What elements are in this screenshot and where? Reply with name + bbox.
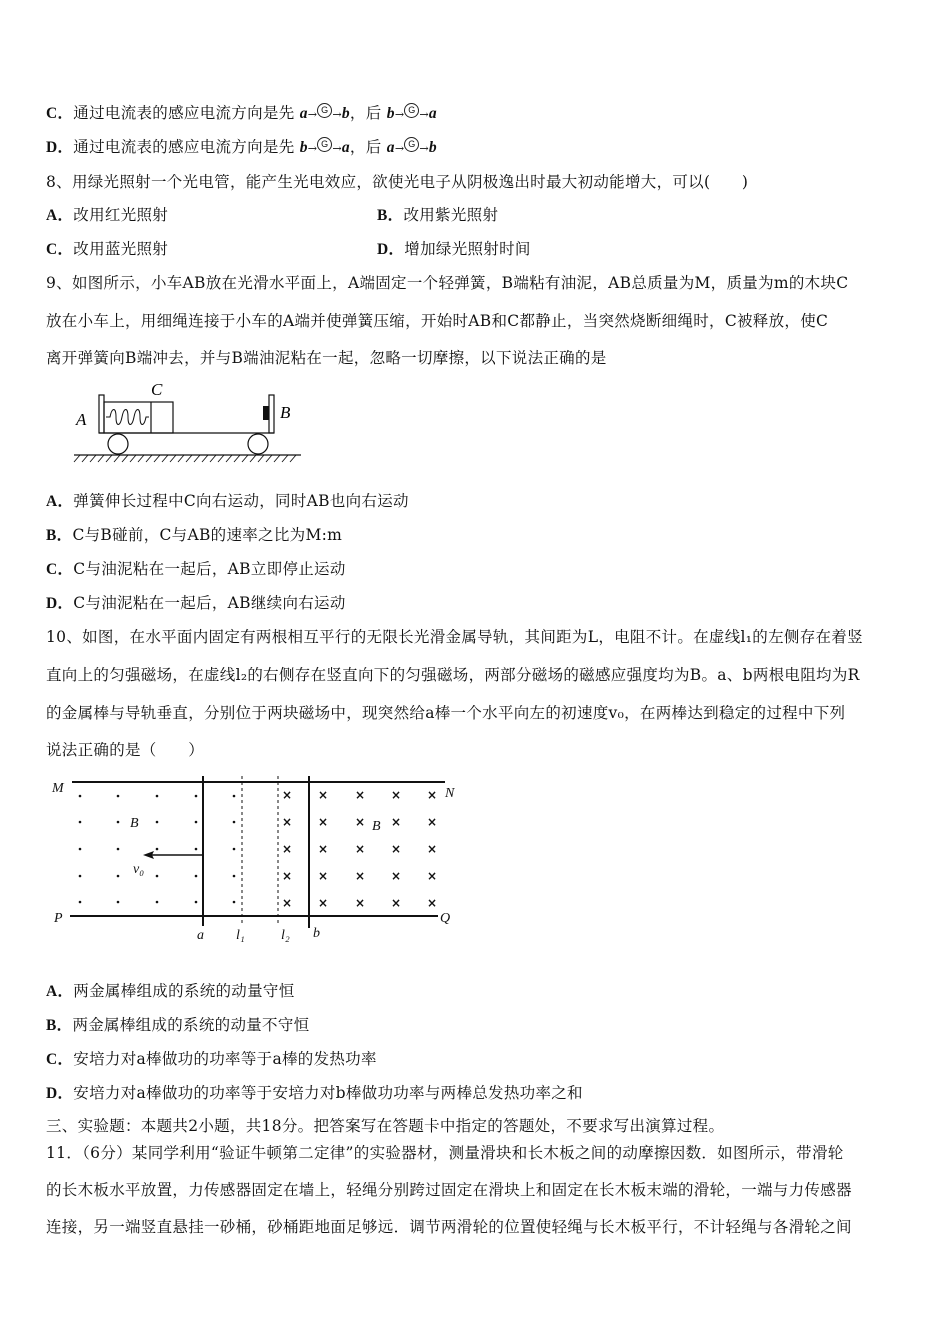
label-m: M <box>52 781 64 796</box>
svg-text:×: × <box>281 815 293 829</box>
q10-stem-line-4: 说法正确的是（ ） <box>46 741 205 759</box>
label-p: P <box>54 911 63 926</box>
svg-text:×: × <box>426 788 438 802</box>
svg-text:×: × <box>354 788 366 802</box>
option-text: 通过电流表的感应电流方向是先 <box>73 138 295 156</box>
galvanometer-icon: G <box>404 103 419 118</box>
svg-text:×: × <box>317 896 329 910</box>
q9-option-d: D．C与油泥粘在一起后，AB继续向右运动 <box>46 594 346 612</box>
svg-text:×: × <box>317 842 329 856</box>
q10-stem-line-1: 10、如图，在水平面内固定有两根相互平行的无限长光滑金属导轨，其间距为L，电阻不计。在虚线l₁的左侧存在着竖 <box>46 628 863 646</box>
rails-magnetic-field-figure <box>40 770 470 950</box>
q10-option-b: B．两金属棒组成的系统的动量不守恒 <box>46 1016 310 1034</box>
svg-text:×: × <box>354 842 366 856</box>
label-a: A <box>76 410 87 429</box>
svg-text:×: × <box>317 815 329 829</box>
label-v0: v₀ <box>133 862 145 877</box>
svg-text:×: × <box>426 815 438 829</box>
svg-text:×: × <box>426 869 438 883</box>
q9-option-c: C．C与油泥粘在一起后，AB立即停止运动 <box>46 560 346 578</box>
galvanometer-icon: G <box>404 137 419 152</box>
q11-stem-line-1: 11．（6分）某同学利用“验证牛顿第二定律”的实验器材，测量滑块和长木板之间的动摩擦因数．如图所示，带滑轮 <box>46 1144 844 1162</box>
label-l2: l₂ <box>281 928 290 943</box>
svg-text:×: × <box>426 896 438 910</box>
svg-text:×: × <box>281 869 293 883</box>
q8-option-c: C．改用蓝光照射 <box>46 240 169 258</box>
q8-option-a: A．改用红光照射 <box>46 206 169 224</box>
q10-option-c: C．安培力对a棒做功的功率等于a棒的发热功率 <box>46 1050 377 1068</box>
q10-option-d: D．安培力对a棒做功的功率等于安培力对b棒做功功率与两棒总发热功率之和 <box>46 1084 583 1102</box>
svg-text:×: × <box>354 869 366 883</box>
label-b-right: B <box>372 819 381 834</box>
galvanometer-icon: G <box>317 103 332 118</box>
svg-text:×: × <box>354 815 366 829</box>
label-n: N <box>445 786 455 801</box>
option-text: 通过电流表的感应电流方向是先 <box>73 104 295 122</box>
label-a: a <box>197 928 204 943</box>
svg-text:×: × <box>281 788 293 802</box>
q9-stem-line-3: 离开弹簧向B端冲去，并与B端油泥粘在一起，忽略一切摩擦，以下说法正确的是 <box>46 349 607 367</box>
svg-text:×: × <box>281 842 293 856</box>
cart-spring-figure <box>66 378 306 468</box>
q9-option-a: A．弹簧伸长过程中C向右运动，同时AB也向右运动 <box>46 492 409 510</box>
svg-text:×: × <box>281 896 293 910</box>
svg-text:×: × <box>390 815 402 829</box>
q10-stem-line-2: 直向上的匀强磁场，在虚线l₂的右侧存在竖直向下的匀强磁场，两部分磁场的磁感应强度均为B。a、b两根电阻均为R <box>46 666 860 684</box>
q9-stem-line-1: 9、如图所示，小车AB放在光滑水平面上，A端固定一个轻弹簧，B端粘有油泥，AB总质量为M，质量为m的木块C <box>46 274 849 292</box>
svg-text:×: × <box>426 842 438 856</box>
q9-option-b: B．C与B碰前，C与AB的速率之比为M:m <box>46 526 343 544</box>
q7-option-c: C．通过电流表的感应电流方向是先 a→ G →b，后 b→ G →a <box>46 104 437 122</box>
q10-stem-line-3: 的金属棒与导轨垂直，分别位于两块磁场中，现突然给a棒一个水平向左的初速度v₀，在两棒达到稳定的过程中下列 <box>46 704 846 722</box>
section-3-heading: 三、实验题：本题共2小题，共18分。把答案写在答题卡中指定的答题处，不要求写出演算过程。 <box>46 1117 725 1135</box>
svg-text:×: × <box>317 869 329 883</box>
svg-text:×: × <box>390 842 402 856</box>
q11-stem-line-2: 的长木板水平放置，力传感器固定在墙上，轻绳分别跨过固定在滑块上和固定在长木板末端的滑轮，一端与力传感器 <box>46 1181 852 1199</box>
q8-stem: 8、用绿光照射一个光电管，能产生光电效应，欲使光电子从阴极逸出时最大初动能增大，可以( ) <box>46 173 749 191</box>
svg-text:×: × <box>390 896 402 910</box>
q10-option-a: A．两金属棒组成的系统的动量守恒 <box>46 982 295 1000</box>
q8-option-d: D．增加绿光照射时间 <box>377 240 531 258</box>
option-label: D． <box>46 139 74 156</box>
svg-text:×: × <box>317 788 329 802</box>
galvanometer-icon: G <box>317 137 332 152</box>
svg-text:×: × <box>390 788 402 802</box>
label-l1: l₁ <box>236 928 245 943</box>
label-b-rod: b <box>313 926 320 941</box>
q7-option-d: D．通过电流表的感应电流方向是先 b→ G →a，后 a→ G →b <box>46 138 437 156</box>
q9-stem-line-2: 放在小车上，用细绳连接于小车的A端并使弹簧压缩，开始时AB和C都静止，当突然烧断细绳时，C被释放，使C <box>46 312 829 330</box>
q11-stem-line-3: 连接，另一端竖直悬挂一砂桶，砂桶距地面足够远．调节两滑轮的位置使轻绳与长木板平行，不计轻绳与各滑轮之间 <box>46 1218 852 1236</box>
option-label: C． <box>46 105 74 122</box>
svg-text:×: × <box>354 896 366 910</box>
svg-text:×: × <box>390 869 402 883</box>
label-c: C <box>151 380 163 399</box>
label-b: B <box>280 403 291 422</box>
q8-option-b: B．改用紫光照射 <box>377 206 499 224</box>
label-b-left: B <box>130 816 139 831</box>
label-q: Q <box>440 911 451 926</box>
